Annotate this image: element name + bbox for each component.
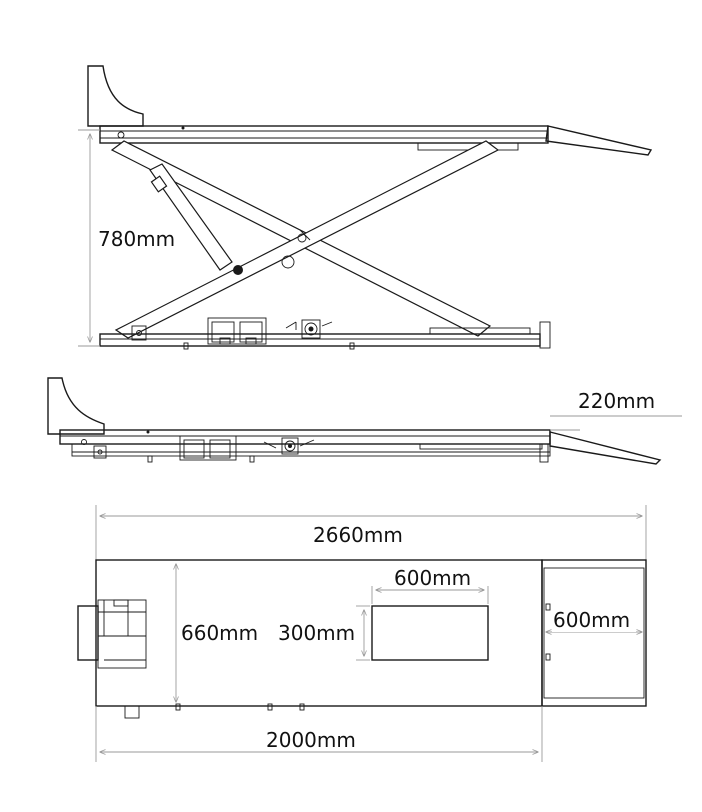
lowered-height-label: 220mm — [578, 389, 656, 413]
wheel-chock-lowered — [48, 378, 104, 434]
cutout-length-label: 600mm — [394, 566, 472, 590]
wheel-chock — [88, 66, 143, 126]
lowered-side-view — [48, 378, 682, 464]
pump-unit — [208, 318, 266, 344]
ramp-lowered — [550, 432, 660, 464]
top-view — [78, 505, 646, 762]
raised-side-view — [78, 66, 651, 349]
cutout-opening — [372, 606, 488, 660]
raised-height-label: 780mm — [98, 227, 176, 251]
platform-width-label: 660mm — [181, 621, 259, 645]
platform-deck — [100, 126, 548, 143]
wheel-chock-top — [78, 600, 146, 668]
ramp-length-label: 600mm — [553, 608, 631, 632]
cutout-width-label: 300mm — [278, 621, 356, 645]
total-length-label: 2660mm — [313, 523, 403, 547]
ramp — [546, 126, 651, 155]
platform-length-label: 2000mm — [266, 728, 356, 752]
safety-lock-wheel — [302, 320, 320, 338]
platform-deck-lowered — [60, 430, 550, 444]
ramp-top — [542, 560, 646, 706]
